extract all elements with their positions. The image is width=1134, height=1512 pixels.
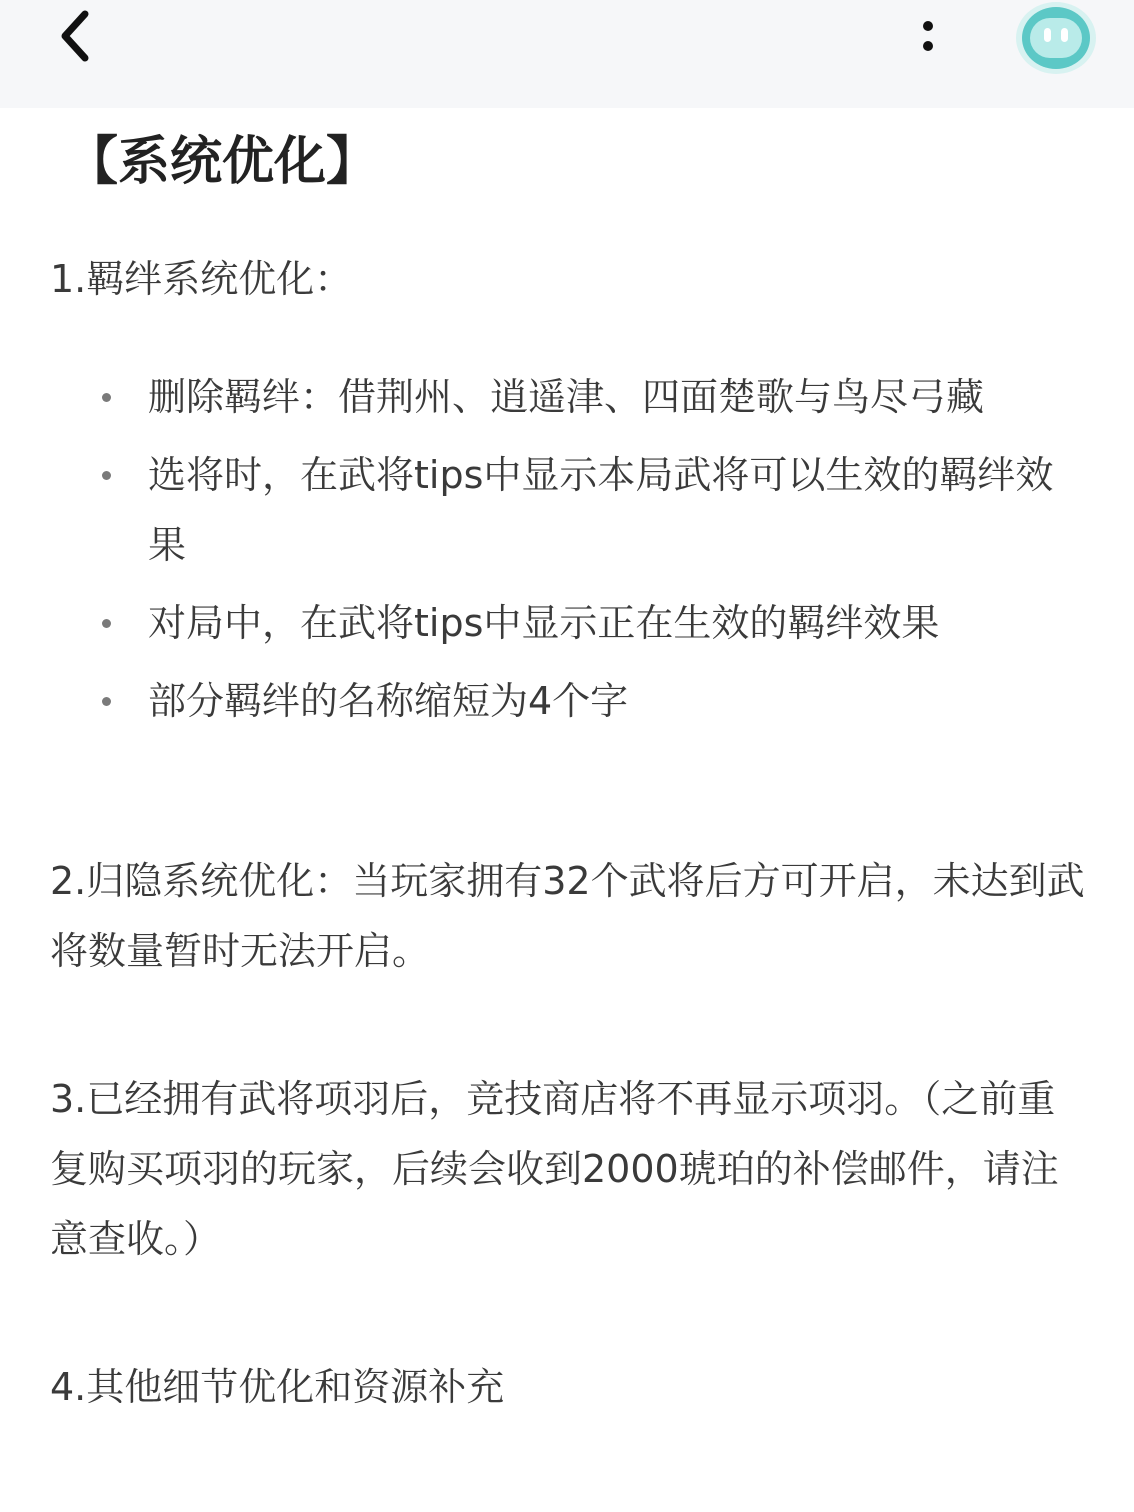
list-item [0, 588, 1082, 658]
avatar[interactable] [1008, 0, 1104, 80]
bullet-text: 删除羁绊：借荆州、逍遥津、四面楚歌与鸟尽弓藏 [148, 375, 985, 419]
list-item [0, 362, 1082, 432]
robot-avatar-icon [1008, 0, 1104, 80]
bullet-dot-icon [102, 697, 111, 706]
back-button[interactable] [50, 8, 100, 64]
bullet-text: 对局中，在武将tips中显示正在生效的羁绊效果 [148, 601, 940, 645]
list-item [0, 440, 1082, 580]
top-bar [0, 0, 1134, 108]
article-content [0, 108, 1134, 1512]
list-item [0, 666, 1082, 736]
bullet-text: 部分羁绊的名称缩短为4个字 [148, 679, 629, 723]
item-3-paragraph: 3.已经拥有武将项羽后，竞技商店将不再显示项羽。（之前重复购买项羽的玩家，后续会收到2000琥珀的补偿邮件，请注意查收。） [50, 1077, 1059, 1261]
bullet-dot-icon [102, 619, 111, 628]
item-4-paragraph: 4.其他细节优化和资源补充 [50, 1365, 505, 1409]
more-vertical-icon [918, 16, 938, 56]
chevron-left-icon [55, 10, 95, 62]
bullet-dot-icon [102, 471, 111, 480]
item-1-bullet-list [0, 362, 1134, 744]
more-options-button[interactable] [906, 12, 950, 60]
bullet-dot-icon [102, 393, 111, 402]
item-1-heading: 1.羁绊系统优化： [50, 257, 353, 301]
item-2-paragraph: 2.归隐系统优化：当玩家拥有32个武将后方可开启，未达到武将数量暂时无法开启。 [50, 859, 1085, 973]
bullet-text: 选将时，在武将tips中显示本局武将可以生效的羁绊效果 [148, 453, 1054, 567]
section-title: 【系统优化】 [66, 132, 379, 192]
